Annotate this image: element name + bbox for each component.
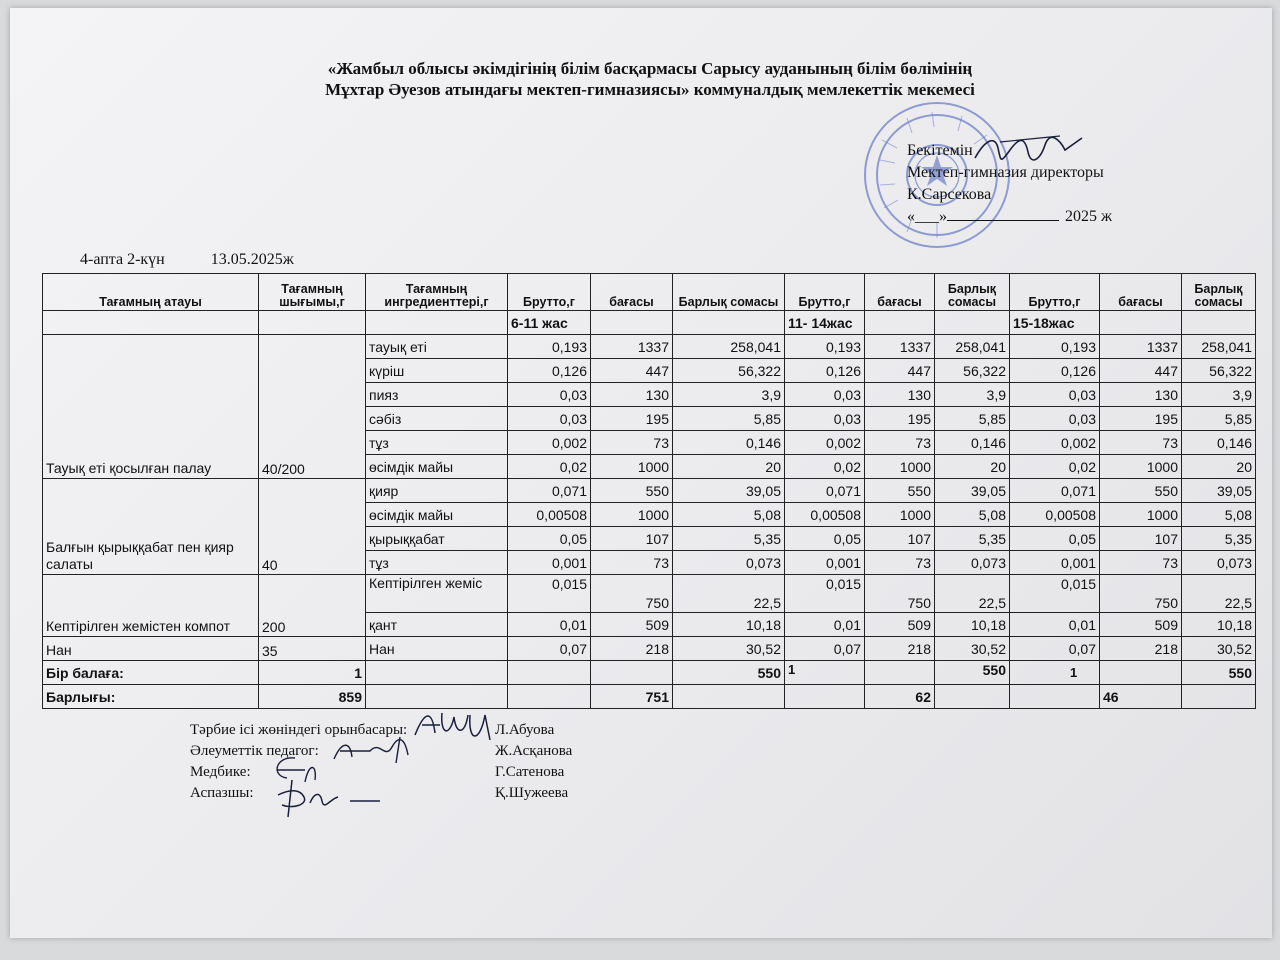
dish-yield: 40/200 <box>259 335 366 479</box>
brutto-value: 0,071 <box>508 479 591 503</box>
header-dish: Тағамның атауы <box>43 274 259 311</box>
approval-date-prefix: «___» <box>907 208 947 225</box>
dish-yield: 200 <box>259 575 366 637</box>
signature-name: Ж.Асқанова <box>495 743 573 759</box>
signature-role: Медбике: <box>190 764 251 780</box>
sum-value: 10,18 <box>673 613 785 637</box>
sum-value: 0,073 <box>1182 551 1256 575</box>
per-child-label: Бір балаға: <box>43 661 259 685</box>
price-value: 1000 <box>1100 503 1182 527</box>
price-value: 1337 <box>591 335 673 359</box>
week-day-label <box>80 251 294 269</box>
age-group: 11- 14жас <box>785 311 865 335</box>
handwritten-signature-icon <box>410 705 500 745</box>
price-value: 107 <box>1100 527 1182 551</box>
week-label: 4-апта 2-күн <box>80 251 165 268</box>
total-value: 62 <box>865 685 935 709</box>
sum-value: 0,146 <box>1182 431 1256 455</box>
brutto-value: 0,126 <box>1010 359 1100 383</box>
brutto-value: 0,001 <box>785 551 865 575</box>
price-value: 509 <box>865 613 935 637</box>
price-value: 195 <box>591 407 673 431</box>
approval-date-year: 2025 ж <box>1065 208 1113 225</box>
brutto-value: 0,07 <box>785 637 865 661</box>
signature-role: Тәрбие ісі жөніндегі орынбасары: <box>190 722 408 738</box>
sum-value: 5,85 <box>673 407 785 431</box>
sum-value: 5,85 <box>935 407 1010 431</box>
ingredient-name: тұз <box>366 551 508 575</box>
price-value: 195 <box>865 407 935 431</box>
approval-date <box>907 206 1112 228</box>
sum-value: 30,52 <box>1182 637 1256 661</box>
dish-name: Тауық еті қосылған палау <box>43 335 259 479</box>
sum-value: 39,05 <box>935 479 1010 503</box>
dish-name: Кептірілген жемістен компот <box>43 575 259 637</box>
header-brutto: Брутто,г <box>508 274 591 311</box>
sum-value: 22,5 <box>935 575 1010 613</box>
header-line-2: Мұхтар Әуезов атындағы мектеп-гимназиясы» коммуналдық мемлекеттік мекемесі <box>325 80 975 99</box>
price-value: 73 <box>591 431 673 455</box>
price-value: 73 <box>591 551 673 575</box>
price-value: 107 <box>865 527 935 551</box>
sum-value: 5,35 <box>1182 527 1256 551</box>
total-value: 751 <box>591 685 673 709</box>
price-value: 218 <box>865 637 935 661</box>
header-sum: Барлық сомасы <box>1182 274 1256 311</box>
brutto-value: 0,03 <box>508 383 591 407</box>
brutto-value: 0,01 <box>1010 613 1100 637</box>
sum-value: 0,073 <box>935 551 1010 575</box>
price-value: 107 <box>591 527 673 551</box>
sum-value: 10,18 <box>935 613 1010 637</box>
price-value: 73 <box>865 551 935 575</box>
document-header <box>0 58 1280 100</box>
menu-date: 13.05.2025ж <box>210 251 294 268</box>
header-price: бағасы <box>591 274 673 311</box>
sum-value: 39,05 <box>673 479 785 503</box>
brutto-value: 0,071 <box>1010 479 1100 503</box>
brutto-value: 0,03 <box>1010 383 1100 407</box>
brutto-value: 0,015 <box>1010 575 1100 613</box>
price-value: 130 <box>591 383 673 407</box>
signature-role: Аспазшы: <box>190 785 254 801</box>
price-value: 73 <box>865 431 935 455</box>
approval-position: Мектеп-гимназия директоры <box>907 164 1104 181</box>
sum-value: 22,5 <box>673 575 785 613</box>
per-child-sum: 550 <box>673 661 785 685</box>
price-value: 750 <box>1100 575 1182 613</box>
brutto-value: 0,015 <box>508 575 591 613</box>
ingredient-name: тауық еті <box>366 335 508 359</box>
sum-value: 5,08 <box>1182 503 1256 527</box>
brutto-value: 0,02 <box>508 455 591 479</box>
sum-value: 3,9 <box>673 383 785 407</box>
brutto-value: 0,071 <box>785 479 865 503</box>
brutto-value: 0,193 <box>1010 335 1100 359</box>
price-value: 195 <box>1100 407 1182 431</box>
price-value: 73 <box>1100 431 1182 455</box>
sum-value: 258,041 <box>935 335 1010 359</box>
sum-value: 3,9 <box>935 383 1010 407</box>
brutto-value: 0,002 <box>1010 431 1100 455</box>
per-child-yield: 1 <box>259 661 366 685</box>
age-group: 6-11 жас <box>508 311 591 335</box>
price-value: 1000 <box>591 503 673 527</box>
brutto-value: 0,00508 <box>508 503 591 527</box>
header-price: бағасы <box>1100 274 1182 311</box>
price-value: 1000 <box>591 455 673 479</box>
per-child-row <box>43 661 1256 685</box>
ingredient-name: пияз <box>366 383 508 407</box>
ingredient-row <box>43 575 1256 613</box>
brutto-value: 0,00508 <box>1010 503 1100 527</box>
brutto-value: 0,02 <box>1010 455 1100 479</box>
age-group-row <box>43 311 1256 335</box>
sum-value: 20 <box>1182 455 1256 479</box>
ingredient-name: қырыққабат <box>366 527 508 551</box>
brutto-value: 0,002 <box>785 431 865 455</box>
approval-date-blank <box>947 220 1059 221</box>
price-value: 550 <box>865 479 935 503</box>
per-child-sum: 550 <box>935 661 1010 685</box>
brutto-value: 0,07 <box>1010 637 1100 661</box>
signature-name: Қ.Шужеева <box>495 785 569 801</box>
per-child-sum: 550 <box>1182 661 1256 685</box>
sum-value: 5,35 <box>673 527 785 551</box>
dish-yield: 40 <box>259 479 366 575</box>
sum-value: 56,322 <box>1182 359 1256 383</box>
sum-value: 0,146 <box>673 431 785 455</box>
approval-name: К.Сарсекова <box>907 186 992 203</box>
price-value: 130 <box>865 383 935 407</box>
sum-value: 56,322 <box>673 359 785 383</box>
ingredient-name: Нан <box>366 637 508 661</box>
brutto-value: 0,05 <box>508 527 591 551</box>
header-price: бағасы <box>865 274 935 311</box>
sum-value: 258,041 <box>1182 335 1256 359</box>
price-value: 550 <box>1100 479 1182 503</box>
brutto-value: 0,001 <box>1010 551 1100 575</box>
approval-title: Бекітемін <box>907 142 973 159</box>
ingredient-name: өсімдік майы <box>366 503 508 527</box>
brutto-value: 0,01 <box>785 613 865 637</box>
brutto-value: 0,193 <box>785 335 865 359</box>
brutto-value: 0,002 <box>508 431 591 455</box>
price-value: 1000 <box>865 455 935 479</box>
ingredient-name: күріш <box>366 359 508 383</box>
menu-table <box>42 273 1256 709</box>
header-sum: Барлық сомасы <box>673 274 785 311</box>
price-value: 509 <box>1100 613 1182 637</box>
price-value: 550 <box>591 479 673 503</box>
price-value: 130 <box>1100 383 1182 407</box>
sum-value: 20 <box>673 455 785 479</box>
handwritten-signature-icon <box>330 735 420 765</box>
brutto-value: 0,193 <box>508 335 591 359</box>
brutto-value: 0,03 <box>785 383 865 407</box>
brutto-value: 0,03 <box>508 407 591 431</box>
sum-value: 20 <box>935 455 1010 479</box>
ingredient-name: қияр <box>366 479 508 503</box>
price-value: 1337 <box>1100 335 1182 359</box>
price-value: 1000 <box>865 503 935 527</box>
header-brutto: Брутто,г <box>1010 274 1100 311</box>
brutto-value: 0,07 <box>508 637 591 661</box>
ingredient-name: қант <box>366 613 508 637</box>
header-ingredients: Тағамның ингредиенттері,г <box>366 274 508 311</box>
brutto-value: 0,03 <box>1010 407 1100 431</box>
ingredient-row <box>43 637 1256 661</box>
total-value: 46 <box>1100 685 1182 709</box>
ingredient-row <box>43 335 1256 359</box>
brutto-value: 0,126 <box>508 359 591 383</box>
brutto-value: 0,03 <box>785 407 865 431</box>
brutto-value: 0,05 <box>785 527 865 551</box>
ingredient-name: Кептірілген жеміс <box>366 575 508 613</box>
approval-block <box>907 140 1112 228</box>
sum-value: 39,05 <box>1182 479 1256 503</box>
header-yield: Тағамның шығымы,г <box>259 274 366 311</box>
brutto-value: 0,01 <box>508 613 591 637</box>
brutto-value: 0,05 <box>1010 527 1100 551</box>
dish-yield: 35 <box>259 637 366 661</box>
header-brutto: Брутто,г <box>785 274 865 311</box>
price-value: 1000 <box>1100 455 1182 479</box>
sum-value: 258,041 <box>673 335 785 359</box>
brutto-value: 0,126 <box>785 359 865 383</box>
handwritten-signature-icon <box>270 775 390 820</box>
price-value: 218 <box>591 637 673 661</box>
ingredient-name: өсімдік майы <box>366 455 508 479</box>
brutto-value: 0,015 <box>785 575 865 613</box>
price-value: 750 <box>865 575 935 613</box>
price-value: 447 <box>591 359 673 383</box>
ingredient-name: тұз <box>366 431 508 455</box>
sum-value: 3,9 <box>1182 383 1256 407</box>
header-line-1: «Жамбыл облысы әкімдігінің білім басқармасы Сарысу ауданының білім бөлімінің <box>327 59 973 78</box>
sum-value: 0,073 <box>673 551 785 575</box>
sum-value: 30,52 <box>935 637 1010 661</box>
sum-value: 30,52 <box>673 637 785 661</box>
brutto-value: 0,00508 <box>785 503 865 527</box>
price-value: 218 <box>1100 637 1182 661</box>
ingredient-row <box>43 479 1256 503</box>
dish-name: Балғын қырыққабат пен қияр салаты <box>43 479 259 575</box>
signature-name: Л.Абуова <box>495 722 555 738</box>
price-value: 73 <box>1100 551 1182 575</box>
table-header-row <box>43 274 1256 311</box>
ingredient-name: сәбіз <box>366 407 508 431</box>
price-value: 750 <box>591 575 673 613</box>
sum-value: 10,18 <box>1182 613 1256 637</box>
sum-value: 5,08 <box>673 503 785 527</box>
per-child-count: 1 <box>1010 661 1100 685</box>
dish-name: Нан <box>43 637 259 661</box>
age-group: 15-18жас <box>1010 311 1100 335</box>
price-value: 1337 <box>865 335 935 359</box>
price-value: 509 <box>591 613 673 637</box>
sum-value: 0,146 <box>935 431 1010 455</box>
signature-name: Г.Сатенова <box>495 764 565 780</box>
total-row <box>43 685 1256 709</box>
price-value: 447 <box>865 359 935 383</box>
sum-value: 5,08 <box>935 503 1010 527</box>
total-label: Барлығы: <box>43 685 259 709</box>
brutto-value: 0,001 <box>508 551 591 575</box>
header-sum: Барлық сомасы <box>935 274 1010 311</box>
total-yield: 859 <box>259 685 366 709</box>
brutto-value: 0,02 <box>785 455 865 479</box>
sum-value: 56,322 <box>935 359 1010 383</box>
per-child-count: 1 <box>785 661 865 685</box>
sum-value: 5,85 <box>1182 407 1256 431</box>
price-value: 447 <box>1100 359 1182 383</box>
sum-value: 5,35 <box>935 527 1010 551</box>
signature-role: Әлеуметтік педагог: <box>190 743 319 759</box>
sum-value: 22,5 <box>1182 575 1256 613</box>
